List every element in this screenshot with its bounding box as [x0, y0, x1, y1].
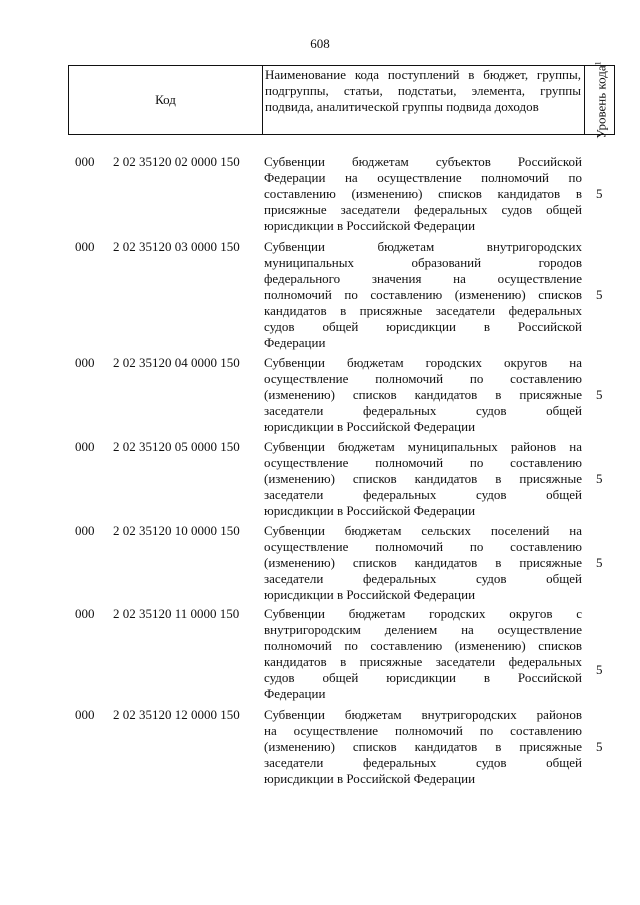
row-level: 5 — [596, 387, 603, 402]
row-name — [264, 606, 582, 702]
row-name-line: осуществление полномочий по составлению — [264, 371, 582, 386]
row-level: 5 — [596, 471, 603, 486]
row-name-line: Федерации — [264, 335, 326, 350]
row-name-line: Субвенции бюджетам сельских поселений на — [264, 523, 582, 538]
header-name-label: Наименование кода поступлений в бюджет, группы, подгруппы, статьи, подстатьи, элемента, группы подвида, аналитической группы подвида доходов — [263, 66, 585, 134]
header-level-text: Уровень кода — [593, 65, 609, 139]
row-level: 5 — [596, 186, 603, 201]
row-name-line: Федерации — [264, 686, 326, 701]
row-code-prefix: 000 — [75, 439, 95, 454]
row-name-line: полномочий по составлению (изменению) списков — [264, 287, 582, 302]
row-code: 2 02 35120 02 0000 150 — [113, 154, 240, 169]
row-code-prefix: 000 — [75, 606, 95, 621]
row-name-line: заседатели федеральных судов общей — [264, 487, 582, 502]
header-level-cell — [585, 61, 614, 139]
row-name-line: на осуществление полномочий по составлению — [264, 723, 582, 738]
row-name-line: заседатели федеральных судов общей — [264, 403, 582, 418]
row-name-line: федерального значения на осуществление — [264, 271, 582, 286]
row-name-line: внутригородским делением на осуществление — [264, 622, 582, 637]
row-code-prefix: 000 — [75, 154, 95, 169]
row-name-line: Субвенции бюджетам внутригородских — [264, 239, 582, 254]
row-name-line: Субвенции бюджетам городских округов на — [264, 355, 582, 370]
row-name-line: юрисдикции в Российской Федерации — [264, 419, 476, 434]
page-number: 608 — [310, 36, 330, 51]
row-name-line: Субвенции бюджетам субъектов Российской — [264, 154, 582, 169]
row-level: 5 — [596, 739, 603, 754]
row-name-line: юрисдикции в Российской Федерации — [264, 503, 476, 518]
row-code-prefix: 000 — [75, 707, 95, 722]
row-name-line: осуществление полномочий по составлению — [264, 539, 582, 554]
header-level-label — [591, 61, 608, 138]
row-name — [264, 707, 582, 787]
row-name-line: Субвенции бюджетам внутригородских районов — [264, 707, 582, 722]
row-name — [264, 523, 582, 603]
row-name-line: присяжные заседатели федеральных судов общей — [264, 202, 582, 217]
row-name — [264, 355, 582, 435]
row-name-line: осуществление полномочий по составлению — [264, 455, 582, 470]
row-name-line: составлению (изменению) списков кандидатов в — [264, 186, 582, 201]
row-name-line: юрисдикции в Российской Федерации — [264, 771, 476, 786]
row-name-line: муниципальных образований городов — [264, 255, 582, 270]
row-name — [264, 439, 582, 519]
row-code: 2 02 35120 12 0000 150 — [113, 707, 240, 722]
row-name-line: заседатели федеральных судов общей — [264, 755, 582, 770]
row-name-line: судов общей юрисдикции в Российской — [264, 670, 582, 685]
row-code-prefix: 000 — [75, 355, 95, 370]
row-name-line: Субвенции бюджетам муниципальных районов на — [264, 439, 582, 454]
row-name-line: Субвенции бюджетам городских округов с — [264, 606, 582, 621]
row-level: 5 — [596, 287, 603, 302]
row-code: 2 02 35120 03 0000 150 — [113, 239, 240, 254]
row-code-prefix: 000 — [75, 523, 95, 538]
row-code: 2 02 35120 10 0000 150 — [113, 523, 240, 538]
row-name-line: (изменению) списков кандидатов в присяжные — [264, 555, 582, 570]
row-level: 5 — [596, 662, 603, 677]
row-name-line: (изменению) списков кандидатов в присяжные — [264, 471, 582, 486]
row-name-line: кандидатов в присяжные заседатели федеральных — [264, 303, 582, 318]
row-name-line: полномочий по составлению (изменению) списков — [264, 638, 582, 653]
row-name-line: юрисдикции в Российской Федерации — [264, 218, 476, 233]
row-name-line: (изменению) списков кандидатов в присяжные — [264, 387, 582, 402]
row-name-line: кандидатов в присяжные заседатели федеральных — [264, 654, 582, 669]
header-level-footnote: 1 — [592, 61, 602, 66]
row-name-line: судов общей юрисдикции в Российской — [264, 319, 582, 334]
row-name — [264, 154, 582, 234]
table-header — [68, 61, 615, 139]
row-name-line: (изменению) списков кандидатов в присяжные — [264, 739, 582, 754]
header-code-label: Код — [69, 66, 263, 134]
row-name — [264, 239, 582, 351]
row-code: 2 02 35120 05 0000 150 — [113, 439, 240, 454]
row-name-line: юрисдикции в Российской Федерации — [264, 587, 476, 602]
row-code: 2 02 35120 11 0000 150 — [113, 606, 240, 621]
row-code-prefix: 000 — [75, 239, 95, 254]
row-name-line: заседатели федеральных судов общей — [264, 571, 582, 586]
row-level: 5 — [596, 555, 603, 570]
row-name-line: Федерации на осуществление полномочий по — [264, 170, 582, 185]
row-code: 2 02 35120 04 0000 150 — [113, 355, 240, 370]
